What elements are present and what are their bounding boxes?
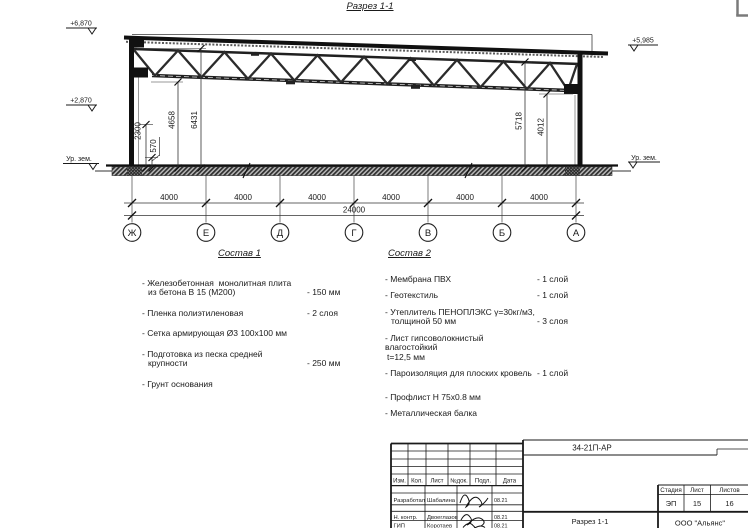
sheet-count: 16 (725, 499, 734, 508)
svg-text:Подл.: Подл. (474, 478, 492, 485)
svg-text:Дата: Дата (502, 478, 517, 485)
title-block (391, 440, 748, 528)
sheet-number: 15 (692, 499, 702, 508)
date: 08.21 (494, 523, 508, 528)
axis-label: Е (202, 228, 210, 239)
elevation-top-right (628, 38, 658, 52)
revision-headers (393, 478, 517, 485)
svg-text:Лист: Лист (690, 487, 704, 494)
role: ГИП (393, 523, 405, 528)
list-item: - Мембрана ПВХ - 1 слой (385, 273, 569, 284)
dim-4012: 4012 (536, 118, 546, 136)
svg-text:Лист: Лист (430, 478, 444, 485)
composition-2 (385, 249, 575, 419)
stage-header (660, 487, 740, 494)
list-item: - Грунт основания (142, 378, 213, 389)
bay-dim: 4000 (530, 193, 548, 202)
roof-truss (133, 49, 580, 91)
drawing-title: Разрез 1-1 (571, 517, 609, 526)
composition-1 (142, 249, 345, 389)
stage-values (666, 499, 734, 508)
list-item: - Пароизоляция для плоских кровель - 1 слой (385, 368, 569, 378)
dim-2300: 2300 (133, 122, 143, 140)
total-dim: 24000 (342, 205, 366, 215)
svg-text:+6,870: +6,870 (70, 20, 92, 28)
svg-text:Кол.: Кол. (411, 478, 423, 485)
columns (129, 39, 583, 167)
roof-slab (124, 38, 608, 58)
composition-1-title: Состав 1 (218, 248, 261, 259)
axis-label: Ж (127, 228, 137, 239)
section-title: Разрез 1-1 (346, 1, 394, 12)
bay-dim: 4000 (234, 193, 252, 202)
svg-text:Стадия: Стадия (660, 487, 682, 494)
elevation-mid-left (66, 98, 97, 112)
date: 08.21 (494, 514, 508, 521)
svg-text:Ур. зем.: Ур. зем. (66, 156, 92, 163)
svg-text:Листов: Листов (719, 487, 740, 494)
bay-dim: 4000 (382, 193, 400, 202)
svg-text:+5,985: +5,985 (632, 37, 654, 45)
axis-label: Б (498, 228, 506, 239)
elevation-ground-left (63, 156, 99, 170)
bay-dim: 4000 (160, 193, 178, 202)
bay-dim: 4000 (308, 193, 326, 202)
axis-bubbles (123, 224, 585, 242)
bay-dim: 4000 (456, 193, 474, 202)
dim-4658: 4658 (167, 111, 177, 129)
svg-text:№док.: №док. (450, 478, 468, 485)
signature-rows (394, 498, 508, 528)
elevation-ground-right (628, 155, 660, 168)
axis-label: В (424, 228, 432, 239)
building-section (95, 35, 631, 179)
list-item: - Пленка полиэтиленовая - 2 слоя (142, 307, 338, 318)
frame-corner (736, 0, 748, 16)
axis-label: А (572, 228, 580, 239)
list-item: - Утеплитель ПЕНОПЛЭКС γ=30кг/м3, толщиной 50 мм - 3 слоя (385, 306, 568, 326)
dim-570: 570 (149, 139, 158, 153)
axis-label: Д (276, 228, 284, 239)
dim-6431: 6431 (190, 111, 199, 129)
name: Двоеглазов (427, 514, 458, 521)
date: 08.21 (494, 497, 508, 504)
list-item: - Подготовка из песка средней крупности - 250 мм (142, 348, 341, 368)
list-item: - Лист гипсоволокнистый влагостойкий t=12,5 мм (385, 332, 486, 362)
list-item: - Металлическая балка (385, 408, 478, 418)
role: Разработал (393, 497, 426, 504)
dim-5718: 5718 (514, 112, 524, 130)
list-item: - Сетка армирующая Ø3 100х100 мм (142, 328, 288, 338)
list-item: - Железобетонная монолитная плита из бетона В 15 (М200) - 150 мм (142, 277, 341, 297)
role: Н. контр. (393, 514, 418, 521)
list-item: - Профлист Н 75х0.8 мм (385, 391, 481, 402)
composition-2-title: Состав 2 (388, 248, 431, 259)
name: Коротаев (427, 523, 453, 528)
stage: ЭП (665, 499, 677, 508)
svg-text:+2,870: +2,870 (70, 97, 92, 105)
company-name: ООО "Альянс" (674, 518, 726, 528)
elevation-top-left (66, 21, 97, 35)
name: Шабалина (427, 497, 455, 504)
svg-text:Ур. зем.: Ур. зем. (631, 155, 657, 162)
list-item: - Геотекстиль - 1 слой (385, 290, 569, 300)
axis-label: Г (351, 228, 357, 239)
svg-text:Изм.: Изм. (393, 478, 406, 485)
doc-number: 34-21П-АР (572, 443, 612, 453)
